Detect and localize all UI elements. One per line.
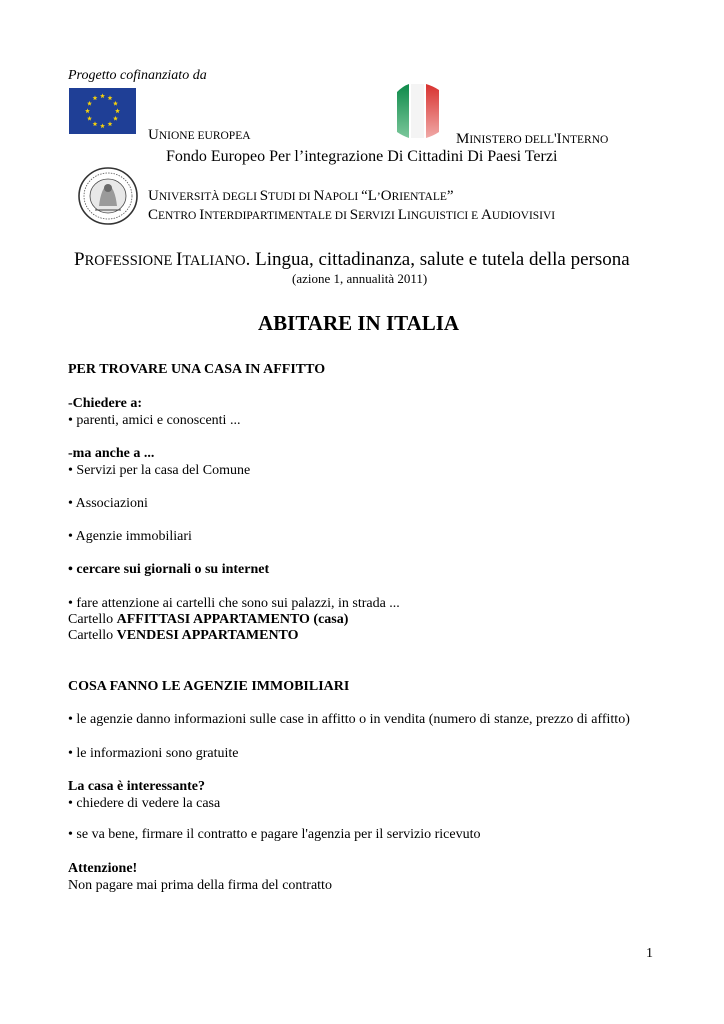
list-item: • Associazioni <box>68 496 148 511</box>
eu-star-icon <box>113 116 118 121</box>
eu-star-icon <box>113 101 118 106</box>
list-item: • fare attenzione ai cartelli che sono sui palazzi, in strada ... <box>68 596 400 611</box>
cofin-label: Progetto cofinanziato da <box>68 68 207 83</box>
list-item: • se va bene, firmare il contratto e pagare l'agenzia per il servizio ricevuto <box>68 827 481 842</box>
fondo-europeo-line: Fondo Europeo Per l’integrazione Di Cittadini Di Paesi Terzi <box>166 148 558 165</box>
list-item: • chiedere di vedere la casa <box>68 796 221 811</box>
project-title: PROFESSIONE ITALIANO. Lingua, cittadinanza, salute e tutela della persona <box>74 249 630 270</box>
unione-europea-label: UNIONE EUROPEA <box>148 127 251 143</box>
text-segment: S <box>259 188 269 204</box>
cartello-vendesi: Cartello VENDESI APPARTAMENTO <box>68 628 299 643</box>
interessante-heading: La casa è interessante? <box>68 779 205 794</box>
text-segment: C <box>148 207 159 223</box>
ask-heading: -Chiedere a: <box>68 396 142 411</box>
text-segment: N <box>313 188 325 204</box>
eu-star-icon <box>93 95 98 100</box>
document-title: ABITARE IN ITALIA <box>258 311 460 335</box>
list-item: • le agenzie danno informazioni sulle case in affitto o in vendita (numero di stanze, prezzo di affitto) <box>68 712 630 727</box>
text-segment: “L <box>361 188 377 204</box>
text-segment: U <box>148 188 159 204</box>
text-segment: I <box>199 207 205 223</box>
attenzione-heading: Attenzione! <box>68 861 138 876</box>
text-segment: ’ <box>376 191 381 203</box>
eu-star-icon <box>115 108 120 113</box>
text-segment: TUDI DI <box>268 191 314 203</box>
eu-star-icon <box>108 95 113 100</box>
eu-star-icon <box>87 101 92 106</box>
eu-star-icon <box>85 108 90 113</box>
list-item: • Servizi per la casa del Comune <box>68 463 251 478</box>
list-item: • cercare sui giornali o su internet <box>68 562 270 577</box>
list-item: • le informazioni sono gratuite <box>68 746 239 761</box>
list-item: • parenti, amici e conoscenti ... <box>68 413 241 428</box>
eu-star-icon <box>100 93 105 98</box>
eu-star-icon <box>100 123 105 128</box>
page-number: 1 <box>646 946 653 961</box>
text-segment: L <box>397 207 407 223</box>
text-segment: UDIOVISIVI <box>491 210 556 222</box>
also-heading: -ma anche a ... <box>68 446 155 461</box>
universita-line <box>148 187 454 205</box>
text-segment: A <box>481 207 492 223</box>
text-segment: NTERDIPARTIMENTALE DI <box>204 210 350 222</box>
centro-line <box>148 206 555 224</box>
text-segment: ERVIZI <box>358 210 398 222</box>
text-segment: NIVERSITÀ DEGLI <box>158 191 260 203</box>
text-segment: ENTRO <box>158 210 200 222</box>
attenzione-text: Non pagare mai prima della firma del contratto <box>68 878 332 893</box>
eu-flag-logo <box>69 88 136 134</box>
list-item: • Agenzie immobiliari <box>68 529 192 544</box>
section-heading-agenzie: COSA FANNO LE AGENZIE IMMOBILIARI <box>68 679 350 694</box>
text-segment: O <box>380 188 392 204</box>
italian-flag-logo <box>395 82 441 140</box>
cartello-affittasi: Cartello AFFITTASI APPARTAMENTO (casa) <box>68 612 349 627</box>
text-segment: S <box>349 207 359 223</box>
eu-star-icon <box>93 121 98 126</box>
text-segment: ” <box>446 188 454 204</box>
section-heading-affitto: PER TROVARE UNA CASA IN AFFITTO <box>68 362 326 377</box>
eu-star-icon <box>108 121 113 126</box>
text-segment: RIENTALE <box>391 191 447 203</box>
university-seal-logo <box>77 166 139 226</box>
text-segment: INGUISTICI E <box>406 210 482 222</box>
eu-star-icon <box>87 116 92 121</box>
project-subtitle: (azione 1, annualità 2011) <box>292 271 428 286</box>
text-segment: APOLI <box>324 191 362 203</box>
ministero-label: MINISTERO DELL'INTERNO <box>456 131 609 147</box>
